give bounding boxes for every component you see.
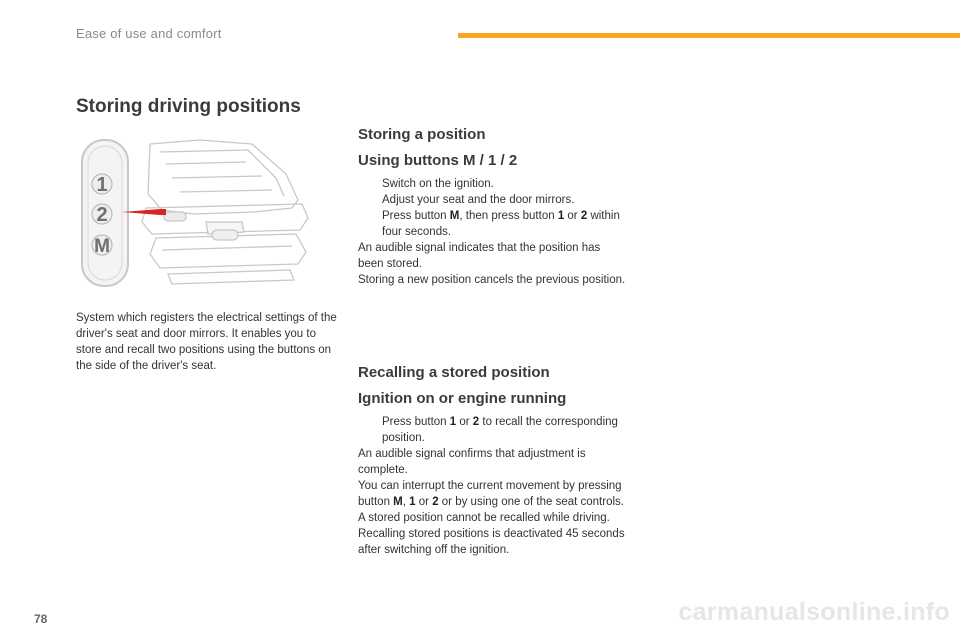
header-accent-bar [458, 33, 960, 38]
svg-text:2: 2 [96, 204, 108, 226]
page-title: Storing driving positions [76, 96, 301, 117]
page-number: 78 [34, 612, 48, 626]
recalling-note-deactivated: Recalling stored positions is deactivated 45 seconds after switching off the ignition. [358, 528, 625, 556]
recalling-section-body [358, 414, 628, 558]
storing-steps-list [358, 176, 628, 240]
recalling-heading: Recalling a stored position [358, 364, 550, 381]
seat-memory-illustration [76, 134, 338, 292]
storing-note-signal: An audible signal indicates that the position has been stored. [358, 242, 601, 270]
recalling-subheading: Ignition on or engine running [358, 390, 567, 407]
storing-section-body [358, 176, 628, 288]
list-item: Press button 1 or 2 to recall the corresponding position. [382, 416, 618, 444]
storing-note-cancel: Storing a new position cancels the previous position. [358, 274, 626, 286]
svg-text:1: 1 [96, 174, 108, 196]
recalling-note-interrupt: You can interrupt the current movement by pressing button M, 1 or 2 or by using one of the seat controls. [358, 480, 624, 508]
list-item: Switch on the ignition. [382, 178, 494, 190]
seat-drawing [142, 140, 308, 284]
svg-text:M: M [94, 236, 110, 257]
recalling-steps-list [358, 414, 628, 446]
list-item: Press button M, then press button 1 or 2 within four seconds. [382, 210, 620, 238]
list-item: Adjust your seat and the door mirrors. [382, 194, 575, 206]
memory-button-m [92, 235, 112, 257]
recalling-note-driving: A stored position cannot be recalled while driving. [358, 512, 610, 524]
watermark: carmanualsonline.info [678, 598, 950, 626]
recalling-note-signal: An audible signal confirms that adjustment is complete. [358, 448, 586, 476]
intro-paragraph: System which registers the electrical settings of the driver's seat and door mirrors. It enables you to store and recall two positions using the buttons on the side of the driver's seat. [76, 312, 337, 372]
section-header-title: Ease of use and comfort [76, 26, 222, 41]
storing-heading: Storing a position [358, 126, 486, 143]
storing-subheading: Using buttons M / 1 / 2 [358, 152, 518, 169]
